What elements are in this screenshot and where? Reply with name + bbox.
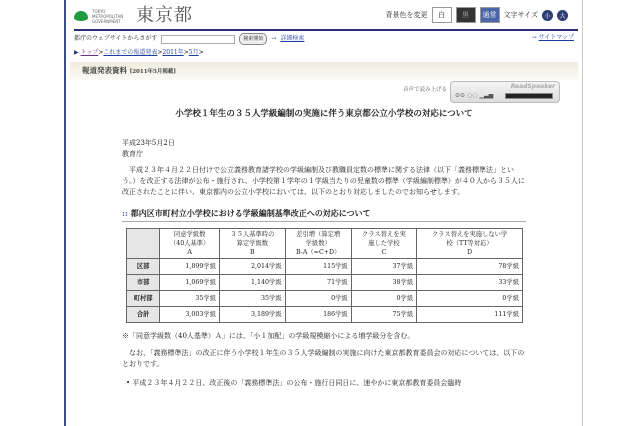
- table-cell: 町村部: [127, 291, 160, 307]
- table-row: [127, 307, 523, 323]
- table-cell: 区部: [127, 259, 160, 275]
- section-heading: :: 都内区市町村立小学校における学級編制基準改正への対応について: [122, 208, 526, 222]
- table-cell: 1,899学級: [160, 259, 220, 275]
- followup-paragraph: なお、「義務標準法」の改正に伴う小学校１年生の３５人学級編制の実施に向けた東京都教育委員会の対応については、以下のとおりです。: [122, 349, 525, 368]
- article: [122, 108, 526, 389]
- table-cell: 市部: [127, 275, 160, 291]
- press-release-band: 報道発表資料 [2011年5月掲載]: [70, 62, 578, 80]
- table-cell: 71学級: [285, 275, 351, 291]
- table-cell: 0学級: [285, 291, 351, 307]
- triangle-icon: ▶: [74, 49, 81, 56]
- table-cell: 合計: [127, 307, 160, 323]
- table-cell: 111学級: [417, 307, 523, 323]
- tokyo-logo[interactable]: TOKYO METROPOLITAN GOVERNMENT 東京都: [74, 6, 193, 26]
- table-header: 同意学級数 （40人基準） A: [160, 229, 220, 259]
- readspeaker-player[interactable]: ReadSpeaker ⊙⊙ ◌◌ ▁▃▅: [450, 81, 560, 103]
- table-header: ３５人基準時の 算定学級数 B: [220, 229, 286, 259]
- search-button[interactable]: 検索開始: [239, 33, 267, 45]
- table-header: 差引増（算定増 学級数） B-A（=C+D）: [285, 229, 351, 259]
- table-row: [127, 259, 523, 275]
- table-header: クラス替えを実施しない学 校（TT等対応） D: [417, 229, 523, 259]
- table-cell: 75学級: [351, 307, 416, 323]
- table-cell: 38学級: [351, 275, 416, 291]
- advanced-search-link[interactable]: 詳細検索: [280, 35, 305, 42]
- table-note: ※「同意学級数（40人基準）Ａ」には、「小１加配」の学級規模縮小による増学級分を含む。: [122, 332, 415, 340]
- table-cell: 3,003学級: [160, 307, 220, 323]
- table-cell: 2,014学級: [220, 259, 286, 275]
- article-dept: 教育庁: [122, 150, 143, 158]
- progress-bar: [505, 93, 553, 99]
- article-title: 小学校１年生の３５人学級編制の実施に伴う東京都公立小学校の対応について: [175, 109, 473, 119]
- table-cell: 1,069学級: [160, 275, 220, 291]
- table-header: [127, 229, 160, 259]
- table-row: [127, 291, 523, 307]
- breadcrumb: ▶ トップ>これまでの報道発表>2011年>5月>: [74, 49, 204, 56]
- arrow-icon: →: [271, 35, 277, 42]
- table-cell: 33学級: [417, 275, 523, 291]
- article-date: 平成23年5月2日: [122, 139, 175, 147]
- table-cell: 35学級: [220, 291, 286, 307]
- bg-normal-button[interactable]: 通常: [480, 7, 500, 23]
- sitemap-link[interactable]: サイトマップ: [538, 34, 574, 41]
- font-large-button[interactable]: 大: [557, 10, 568, 21]
- table-cell: 37学級: [351, 259, 416, 275]
- play-controls-icon[interactable]: ⊙⊙ ◌◌ ▁▃▅: [455, 92, 494, 99]
- bullet-icon: ::: [122, 208, 131, 218]
- table-cell: 78学級: [417, 259, 523, 275]
- list-item: • 平成２３年４月２２日、改正後の「義務標準法」の公布・施行日同日に、速やかに東京都教育委員会臨時: [126, 379, 462, 387]
- table-cell: 35学級: [160, 291, 220, 307]
- header-divider: [74, 29, 578, 31]
- arrow-icon: →: [531, 34, 539, 41]
- ginkgo-leaf-icon: [74, 11, 88, 21]
- display-options: 背景色を変更 白 黒 通常 文字サイズ 小 大: [386, 7, 568, 23]
- table-cell: 115学級: [285, 259, 351, 275]
- readspeaker-label: 音声で読み上げる: [402, 87, 447, 93]
- table-header: クラス替えを実 施した学校 C: [351, 229, 416, 259]
- table-cell: 1,140学級: [220, 275, 286, 291]
- table-cell: 0学級: [351, 291, 416, 307]
- table-cell: 186学級: [285, 307, 351, 323]
- table-cell: 0学級: [417, 291, 523, 307]
- search-input[interactable]: [161, 35, 235, 44]
- bg-black-button[interactable]: 黒: [456, 7, 476, 23]
- site-search: 都庁のウェブサイトからさがす 検索開始 → 詳細検索: [74, 33, 304, 45]
- font-small-button[interactable]: 小: [542, 10, 553, 21]
- bg-white-button[interactable]: 白: [432, 7, 452, 23]
- sitemap: [532, 33, 574, 43]
- intro-paragraph: 平成２３年４月２２日付けで公立義務教育諸学校の学級編制及び教職員定数の標準に関する法律（以下「義務標準法」という。）を改正する法律が公布・施行され、小学校第１学年の１学級当たりの児童数の標準（学級編制標準）が４０人から３５人に改正されたことに伴い、東京都内の公立小学校においては、以下のとおり対応しましたのでお知らせします。: [122, 166, 525, 196]
- page: [64, 0, 583, 426]
- class-count-table: [126, 228, 523, 323]
- table-row: [127, 275, 523, 291]
- table-cell: 3,189学級: [220, 307, 286, 323]
